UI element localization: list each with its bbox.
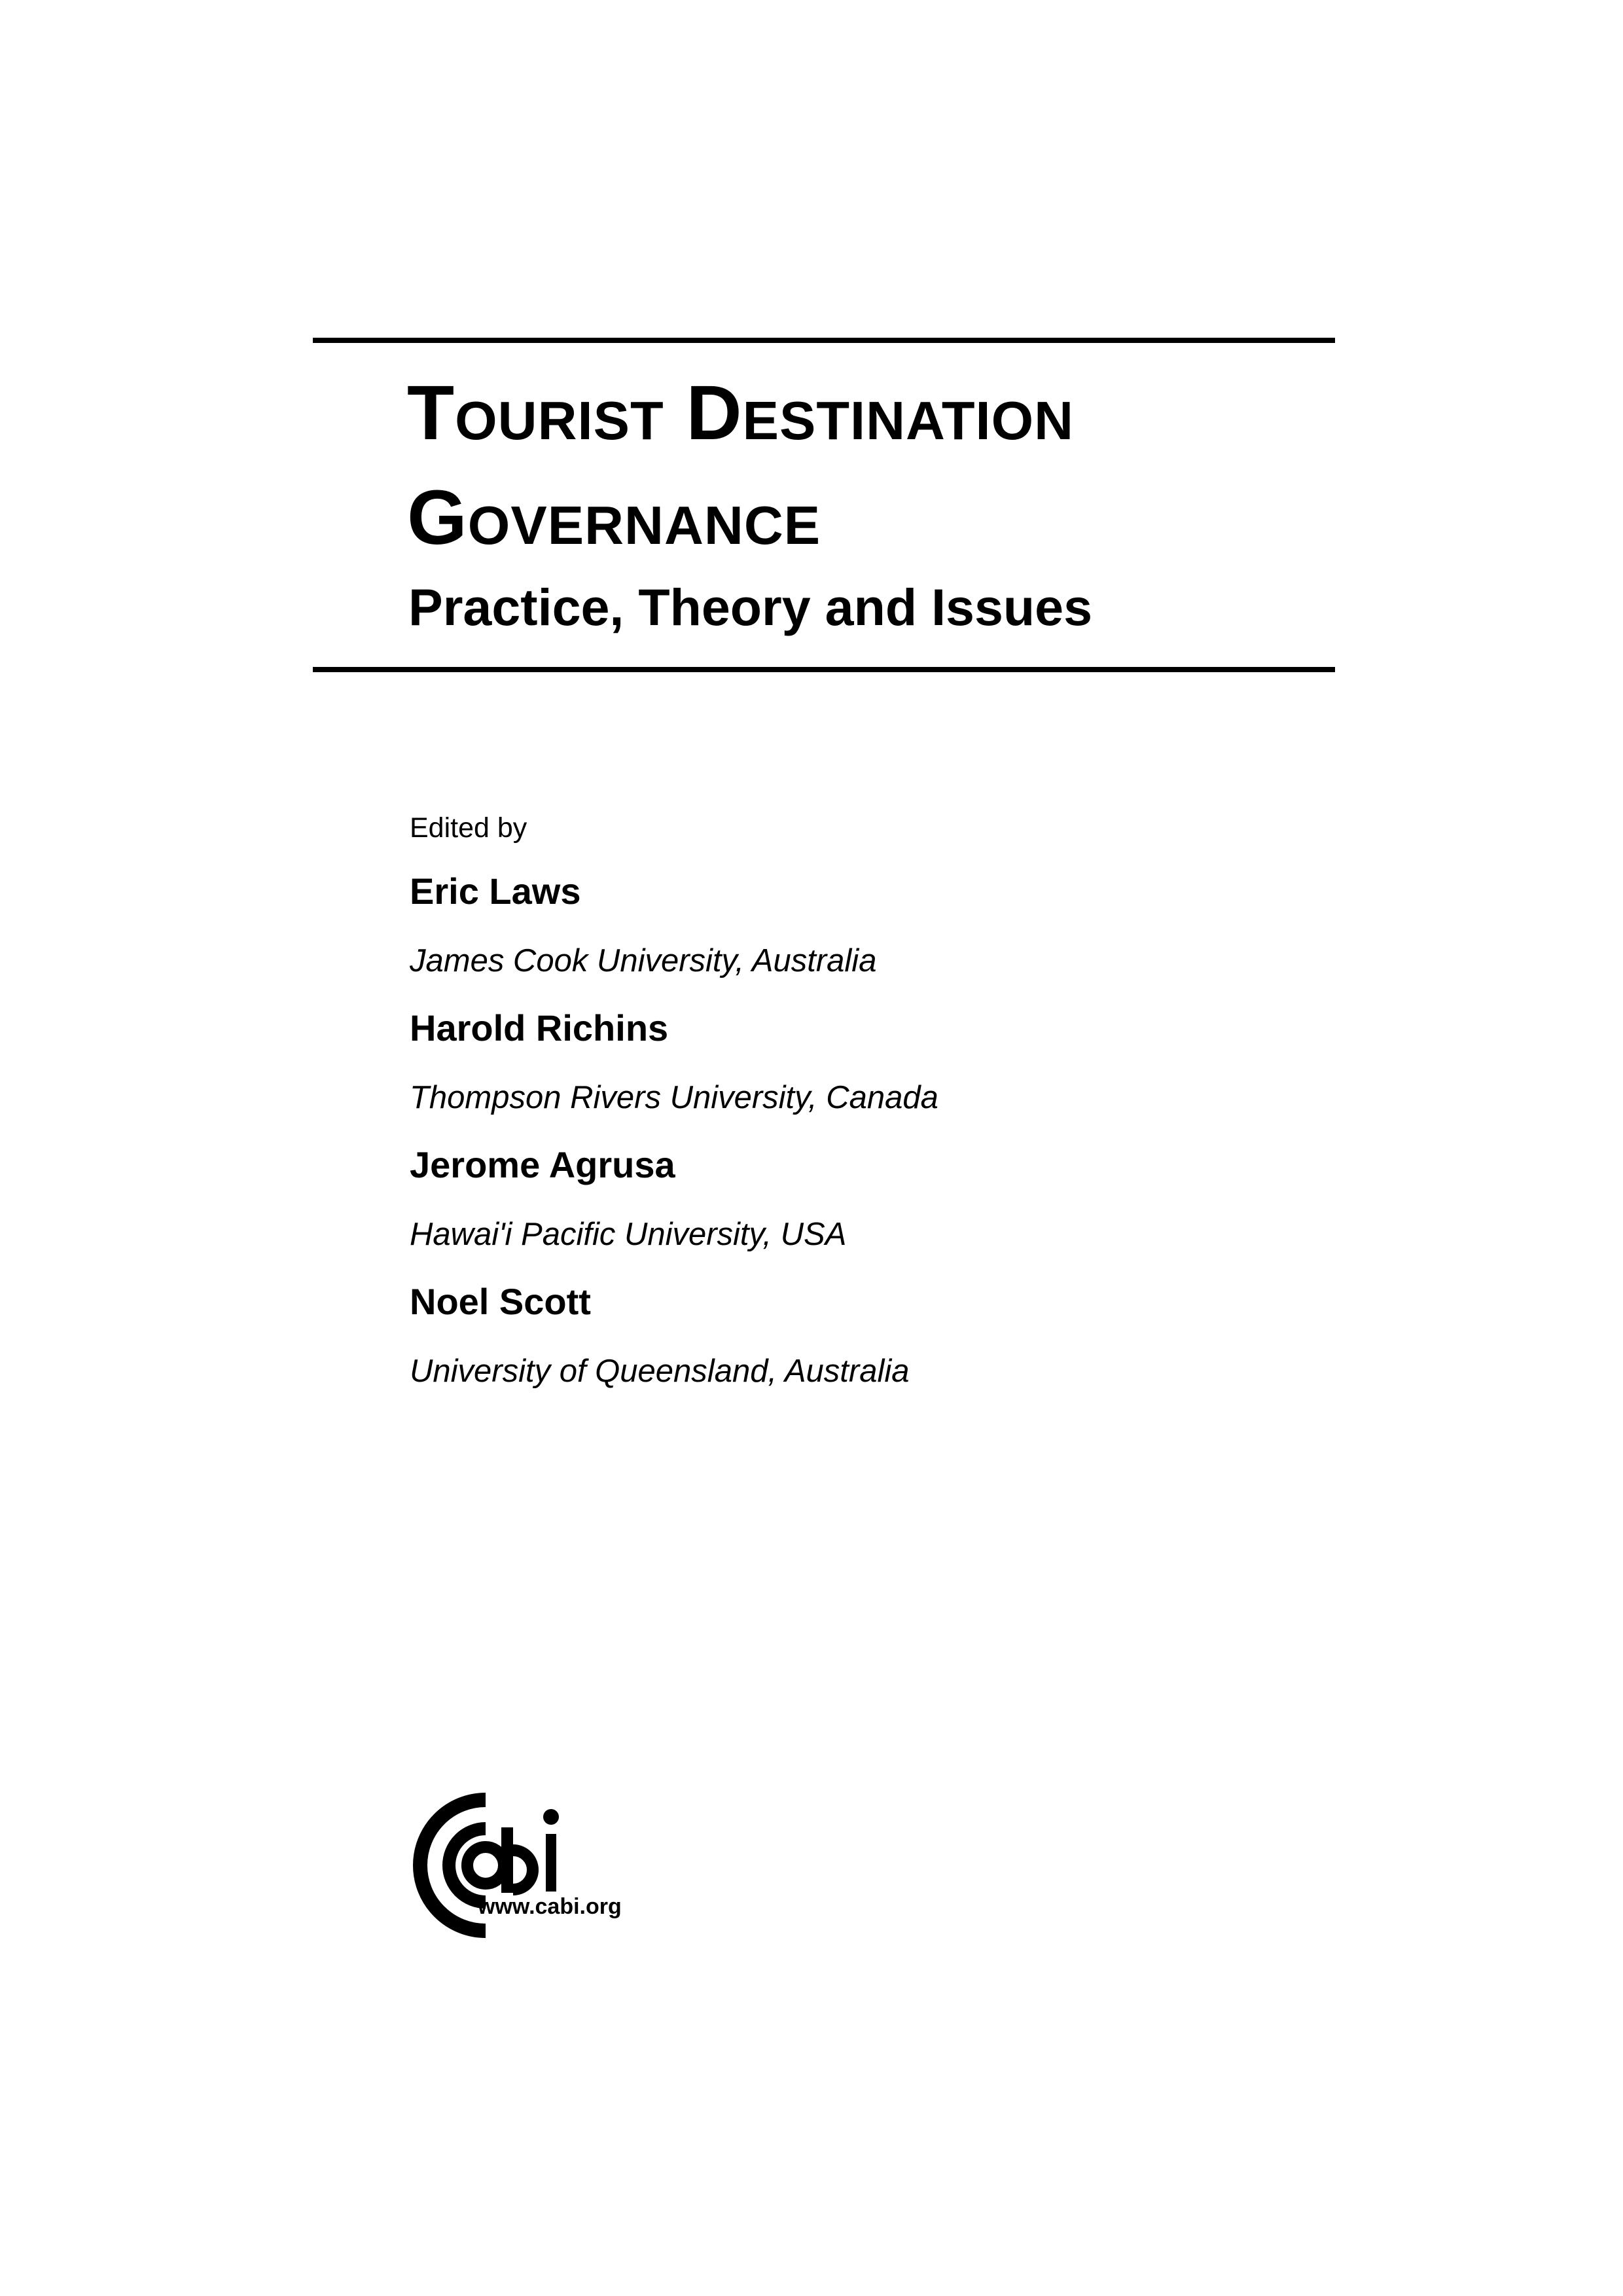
book-subtitle: Practice, Theory and Issues bbox=[408, 578, 1093, 636]
editor-name: Harold Richins bbox=[410, 1007, 669, 1049]
editor-name: Noel Scott bbox=[410, 1281, 591, 1322]
book-title-line-2: Governance bbox=[407, 475, 821, 561]
top-rule bbox=[313, 338, 1335, 343]
publisher-url: www.cabi.org bbox=[478, 1894, 622, 1919]
edited-by-label: Edited by bbox=[410, 812, 527, 844]
editor-affiliation: University of Queensland, Australia bbox=[410, 1354, 910, 1389]
editor-name: Eric Laws bbox=[410, 870, 581, 912]
bottom-rule bbox=[313, 667, 1335, 672]
editor-name: Jerome Agrusa bbox=[410, 1144, 675, 1185]
editor-affiliation: Hawai'i Pacific University, USA bbox=[410, 1217, 847, 1252]
editor-affiliation: James Cook University, Australia bbox=[410, 943, 877, 978]
editor-affiliation: Thompson Rivers University, Canada bbox=[410, 1080, 938, 1115]
book-title-line-1: Tourist Destination bbox=[407, 370, 1075, 456]
